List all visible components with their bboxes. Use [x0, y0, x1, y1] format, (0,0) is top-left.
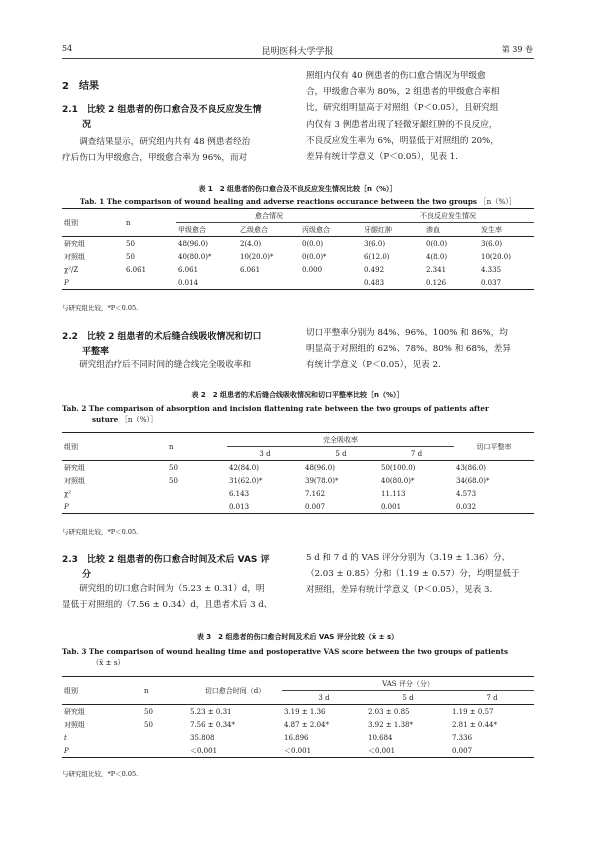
text-line: suture — [92, 415, 119, 424]
table-cell: 0.013 — [229, 502, 250, 511]
t1-subheader: 丙级愈合 — [302, 225, 330, 234]
t1-subheader: 乙级愈合 — [240, 225, 268, 234]
table-row — [62, 250, 534, 263]
text-line: 有统计学意义（P＜0.05），见表 2. — [306, 360, 441, 371]
text-line — [62, 677, 534, 758]
text-line — [62, 433, 534, 514]
table-cell: 50 — [126, 252, 135, 261]
table-cell: 0.126 — [426, 278, 447, 287]
table-cell: 6.143 — [229, 489, 250, 498]
table-row — [62, 461, 534, 475]
table-cell: 3.92 ± 1.38* — [368, 720, 413, 729]
table-cell: χ² — [64, 489, 72, 498]
text-line: 研究组的切口愈合时间为（5.23 ± 0.31）d，明 — [79, 584, 265, 594]
text-line: Tab. 1 The comparison of wound healing and adverse reactions occurance between the two groups — [79, 197, 477, 206]
table-cell: 对照组 — [64, 720, 85, 729]
t2-subheader: 7 d — [410, 449, 423, 458]
table-cell: 35.808 — [190, 733, 215, 742]
table-cell: 50 — [169, 476, 178, 485]
text-line: 2.1 比较 2 组患者的伤口愈合及不良反应发生情 — [62, 105, 262, 115]
t3-header-vas: VAS 评分（分） — [282, 677, 534, 691]
t2-subheader: 5 d — [335, 449, 347, 458]
table-cell: P — [64, 502, 69, 511]
table-cell: 6.061 — [126, 265, 147, 274]
text-line: 疗后伤口为甲级愈合，甲级愈合率为 96%，而对 — [62, 153, 248, 164]
table-cell: 43(86.0) — [456, 463, 486, 472]
table-cell: 0.014 — [178, 278, 199, 287]
subsection-2-2-title — [62, 330, 292, 360]
table-cell — [142, 731, 188, 744]
table-cell: 2.03 ± 0.85 — [368, 707, 410, 716]
table-cell: 48(96.0) — [305, 463, 335, 472]
table-row — [62, 731, 534, 744]
table-cell: 48(96.0) — [178, 239, 208, 248]
subsection-2-3-text — [62, 581, 290, 613]
text-line: 分 — [82, 570, 92, 580]
table-3-caption-en — [62, 646, 534, 668]
table-cell: ＜0.001 — [368, 746, 396, 755]
table-cell: 研究组 — [64, 707, 85, 716]
table-cell: 50(100.0) — [381, 463, 416, 472]
text-line: （x̄ ± s） — [92, 658, 125, 667]
table-cell — [167, 500, 227, 514]
table-cell: P — [64, 746, 69, 755]
journal-title: 昆明医科大学学报 — [261, 47, 334, 57]
table-cell: 0(0.0)* — [302, 252, 327, 261]
table-cell: 0.037 — [481, 278, 502, 287]
table-cell: ＜0.001 — [284, 746, 312, 755]
table-cell: 研究组 — [64, 239, 85, 248]
text-line: 对照组，差异有统计学意义（P＜0.05），见表 3. — [306, 585, 493, 596]
table-cell: P — [64, 278, 69, 287]
t3-subheader: 5 d — [402, 693, 414, 702]
table-row — [62, 276, 534, 290]
table-2 — [62, 432, 534, 514]
table-cell — [142, 744, 188, 758]
text-line — [62, 209, 534, 290]
header-rule — [62, 58, 534, 59]
table-1 — [62, 208, 534, 290]
text-line: 5 d 和 7 d 的 VAS 评分分别为（3.19 ± 1.36）分、 — [306, 553, 511, 563]
table-1-caption-en — [62, 196, 534, 207]
t2-header-flat: 切口平整率 — [454, 433, 534, 461]
table-cell: 5.23 ± 0.31 — [190, 707, 232, 716]
text-line: Tab. 3 The comparison of wound healing time and postoperative VAS score between the two groups of patients — [62, 647, 508, 656]
text-line: 2.2 比较 2 组患者的术后缝合线吸收情况和切口 — [62, 332, 262, 342]
table-cell: 6(12.0) — [364, 252, 390, 261]
table-cell: 6.061 — [240, 265, 261, 274]
table-cell: 40(80.0)* — [381, 476, 415, 485]
table-cell: 50 — [144, 707, 153, 716]
text-line: 切口平整率分别为 84%、96%、100% 和 86%，均 — [306, 328, 508, 338]
subsection-2-3-text-right — [306, 550, 534, 599]
table-row — [62, 487, 534, 500]
table-cell: 0(0.0) — [426, 239, 448, 248]
subsection-2-1-title — [62, 103, 292, 133]
table-cell: 7.56 ± 0.34* — [190, 720, 235, 729]
table-cell: 对照组 — [64, 252, 85, 261]
table-cell: 10(20.0) — [481, 252, 511, 261]
table-cell: 3(6.0) — [481, 239, 503, 248]
table-cell: 16.896 — [284, 733, 309, 742]
table-cell — [238, 276, 300, 290]
subsection-2-2-text-right — [306, 325, 534, 374]
t2-header-absorb: 完全吸收率 — [227, 433, 454, 447]
table-cell: 10.684 — [368, 733, 393, 742]
table-cell: 3(6.0) — [364, 239, 386, 248]
table-3-caption-cn: 表 3 2 组患者的伤口愈合时间及术后 VAS 评分比较（x̄ ± s） — [196, 633, 399, 641]
table-cell — [124, 276, 176, 290]
t3-subheader: 7 d — [486, 693, 498, 702]
table-cell: 研究组 — [64, 463, 85, 472]
text-line: 显低于对照组的（7.56 ± 0.34）d，且患者术后 3 d、 — [62, 600, 273, 611]
text-line: （2.03 ± 0.85）分和（1.19 ± 0.57）分，均明显低于 — [306, 569, 520, 580]
t3-header-time: 切口愈合时间（d） — [188, 677, 282, 705]
table-2-caption-cn: 表 2 2 组患者的术后缝合线吸收情况和切口平整率比较［n（%）］ — [191, 391, 404, 399]
volume-label: 第 39 卷 — [501, 45, 533, 54]
table-cell: 40(80.0)* — [178, 252, 212, 261]
text-line: 况 — [82, 120, 92, 130]
table-cell: t — [64, 733, 67, 742]
table-2-note: 与研究组比较，*P＜0.05. — [62, 528, 139, 536]
t1-header-n: n — [124, 209, 176, 237]
text-line: 明显高于对照组的 62%、78%、80% 和 68%，差异 — [306, 344, 511, 355]
table-cell: 2.81 ± 0.44* — [452, 720, 497, 729]
table-cell: 11.113 — [381, 489, 406, 498]
table-cell: 0.007 — [452, 746, 473, 755]
table-row — [62, 744, 534, 758]
table-cell: 0.000 — [302, 265, 323, 274]
table-cell: 4.335 — [481, 265, 502, 274]
table-cell: 50 — [169, 463, 178, 472]
table-cell: 4.573 — [456, 489, 477, 498]
table-row — [62, 718, 534, 731]
text-line: 平整率 — [82, 347, 110, 357]
results-text-right — [306, 68, 534, 165]
table-row — [62, 705, 534, 719]
text-line: 调查结果显示，研究组内共有 48 例患者经治 — [79, 137, 251, 147]
table-cell: 6.061 — [178, 265, 199, 274]
table-cell — [167, 487, 227, 500]
table-cell: 0.007 — [305, 502, 326, 511]
t1-subheader: 牙龈红肿 — [364, 225, 392, 234]
t1-header-healing: 愈合情况 — [176, 209, 362, 223]
t2-header-n: n — [167, 433, 227, 461]
table-cell: 50 — [144, 720, 153, 729]
table-3-note: 与研究组比较，*P＜0.05. — [62, 770, 139, 778]
t1-header-group: 组别 — [62, 209, 124, 237]
subsection-2-3-title — [62, 553, 292, 583]
t2-subheader: 3 d — [259, 449, 271, 458]
table-row — [62, 263, 534, 276]
text-line: 比，研究组明显高于对照组（P＜0.05），且研究组 — [306, 103, 499, 114]
text-line: Tab. 2 The comparison of absorption and incision flattening rate between the two groups of patients after — [62, 404, 489, 413]
text-line: 差异有统计学意义（P＜0.05），见表 1. — [306, 152, 458, 163]
table-2-caption-en — [62, 403, 534, 425]
t3-subheader: 3 d — [318, 693, 330, 702]
text-line — [62, 414, 534, 425]
t1-subheader: 甲级愈合 — [178, 225, 206, 234]
table-cell: 0.032 — [456, 502, 477, 511]
table-1-caption-cn: 表 1 2 组患者的伤口愈合及不良反应发生情况比较［n（%）］ — [198, 185, 397, 193]
text-line: ［n（%）］ — [479, 197, 517, 206]
page-number: 54 — [62, 44, 73, 53]
table-row — [62, 209, 534, 223]
t1-header-adverse: 不良反应发生情况 — [362, 209, 534, 223]
table-row — [62, 677, 534, 691]
t3-header-group: 组别 — [62, 677, 142, 705]
text-line: ［n（%）］ — [120, 415, 158, 424]
subsection-2-2-text — [62, 357, 290, 373]
text-line: 不良反应发生率为 6%，明显低于对照组的 20%， — [306, 135, 499, 146]
table-cell: 2.341 — [426, 265, 447, 274]
table-cell: 7.162 — [305, 489, 326, 498]
table-cell: 对照组 — [64, 476, 85, 485]
table-cell: 0.001 — [381, 502, 402, 511]
t3-header-n: n — [142, 677, 188, 705]
table-cell: 31(62.0)* — [229, 476, 263, 485]
table-cell: 34(68.0)* — [456, 476, 490, 485]
table-cell: 0(0.0) — [302, 239, 324, 248]
table-cell: 2(4.0) — [240, 239, 262, 248]
table-row — [62, 237, 534, 251]
table-cell: 4(8.0) — [426, 252, 448, 261]
t1-subheader: 渗血 — [426, 225, 440, 234]
table-cell: 1.19 ± 0.57 — [452, 707, 494, 716]
table-cell: 42(84.0) — [229, 463, 259, 472]
table-1-note: 与研究组比较，*P＜0.05. — [62, 304, 139, 312]
table-3 — [62, 676, 534, 758]
table-cell: 3.19 ± 1.36 — [284, 707, 326, 716]
table-row — [62, 433, 534, 447]
table-cell: χ²/Z — [64, 265, 79, 274]
table-cell: 10(20.0)* — [240, 252, 274, 261]
table-cell: 0.492 — [364, 265, 385, 274]
text-line: 2.3 比较 2 组患者的伤口愈合时间及术后 VAS 评 — [62, 555, 270, 565]
table-cell: 7.336 — [452, 733, 473, 742]
t1-subheader: 发生率 — [481, 225, 502, 234]
text-line: 合，甲级愈合率为 80%，2 组患者的甲级愈合率相 — [306, 87, 500, 98]
table-cell: 39(78.0)* — [305, 476, 339, 485]
table-cell: ＜0.001 — [190, 746, 218, 755]
table-cell: 50 — [126, 239, 135, 248]
section-title: 2 结果 — [62, 81, 99, 92]
table-cell — [300, 276, 362, 290]
table-row — [62, 500, 534, 514]
t2-header-group: 组别 — [62, 433, 167, 461]
text-line: 内仅有 3 例患者出现了轻微牙龈红肿的不良反应， — [306, 119, 498, 130]
subsection-2-1-text — [62, 134, 290, 166]
table-row — [62, 474, 534, 487]
table-cell: 0.483 — [364, 278, 385, 287]
text-line: 研究组治疗后不同时间的缝合线完全吸收率和 — [79, 360, 252, 370]
table-cell: 4.87 ± 2.04* — [284, 720, 329, 729]
text-line: 照组内仅有 40 例患者的伤口愈合情况为甲级愈 — [306, 71, 486, 81]
